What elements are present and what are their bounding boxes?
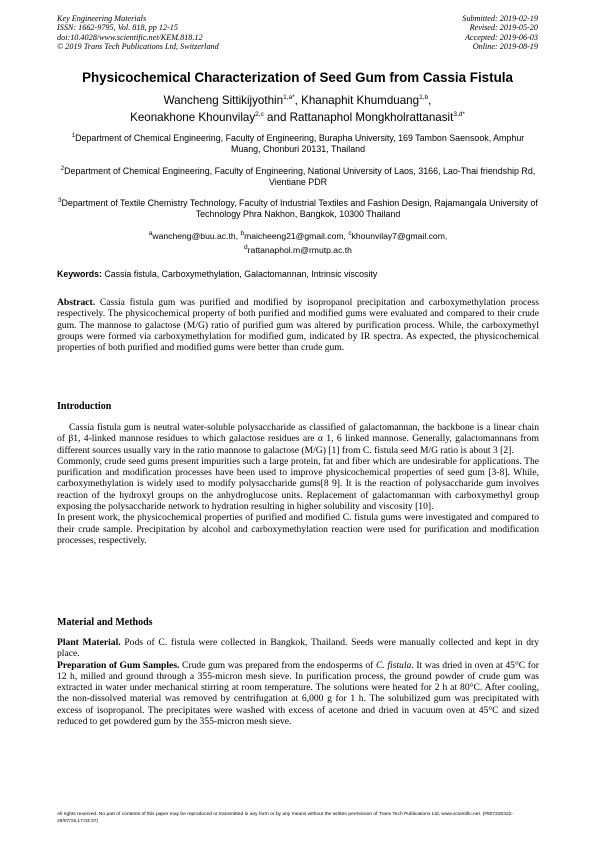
email-c: khounvilay7@gmail.com, — [351, 230, 448, 241]
preparation-label: Preparation of Gum Samples. — [57, 659, 180, 671]
affiliation-sup: 3 — [58, 198, 62, 204]
paragraph: Plant Material. Pods of C. fistula were collected in Bangkok, Thailand. Seeds were manually collected and kept in dry place. — [57, 637, 539, 660]
paragraph: Preparation of Gum Samples. Crude gum was prepared from the endosperms of C. fistula. It was dried in oven at 45°C for 12 h, milled and ground through a 355-micron mesh sieve. In purification process, the ground powder of crude gum was extracted in water under mechanical stirring at room temperature. The solutions were heated for 2 h at 80°C. After cooling, the non-dissolved material was removed by centrifugation at 6,000 g for 1 h. The solubilized gum was precipitated with excess of isopropanol. The precipitates were washed with excess of acetone and dried in vacuum oven at 45°C and sized reduced to get powdered gum by the 355-micron mesh sieve. — [57, 659, 539, 728]
keywords-text: Cassia fistula, Carboxymethylation, Galactomannan, Intrinsic viscosity — [101, 269, 378, 279]
keywords — [57, 269, 539, 279]
author-name: and Rattanaphol Mongkholrattanasit — [263, 111, 454, 125]
author-name: Keonakhone Khounvilay — [130, 111, 256, 125]
abstract — [57, 297, 539, 353]
keywords-label: Keywords: — [57, 269, 102, 279]
author-sup: 1,a* — [283, 94, 295, 101]
paper-title: Physicochemical Characterization of Seed Gum from Cassia Fistula — [82, 70, 513, 85]
author-list — [40, 91, 555, 126]
author-separator: , — [428, 93, 432, 107]
affiliation-text: Department of Textile Chemistry Technology, Faculty of Industrial Textiles and Fashion Design, Rajamangala University of Technology Phra Nakhon, Bangkok, 10300 Thailand — [61, 197, 538, 220]
introduction-body — [57, 422, 539, 546]
revised-date: Revised: 2019-05-20 — [469, 23, 538, 33]
affiliation-sup: 2 — [60, 166, 65, 172]
journal-header-right — [462, 14, 538, 51]
affiliation-3 — [57, 196, 539, 221]
paragraph: In present work, the physicochemical properties of purified and modified C. fistula gums were investigated and compared to their crude sample. Precipitation by alcohol and carboxymethylation reaction were used for purification and modification processes, respectively. — [57, 512, 539, 546]
abstract-text: Cassia fistula gum was purified and modified by isopropanol precipitation and carboxymethylation process respectively. The physicochemical property of both purified and modified gums were evaluated and compared to their crude gum. The mannose to galactose (M/G) ratio of purified gum was altered by purification process. While, the carboxymethyl groups were formed via carboxymethylation for modified gum, indicated by IR spectra. As expected, the physicochemical properties of both purified and modified gums were better than crude gum. — [57, 297, 539, 354]
copyright-line: © 2019 Trans Tech Publications Ltd, Switzerland — [57, 41, 219, 51]
submitted-date: Submitted: 2019-02-19 — [462, 14, 538, 23]
journal-name: Key Engineering Materials — [57, 14, 147, 23]
affiliation-text: Department of Chemical Engineering, Faculty of Engineering, National University of Laos, 3166, Lao-Thai friendship Rd, Vientiane PDR — [64, 165, 536, 188]
methods-heading: Material and Methods — [57, 617, 153, 628]
doi-line: doi:10.4028/www.scientific.net/KEM.818.12 — [57, 32, 203, 42]
author-sup: 3,d* — [453, 111, 465, 119]
affiliation-2 — [57, 164, 539, 189]
email-list: $^a$wancheng@buu.ac.th, $^b$maicheeng21@gmail.com, $^c$khounvilay7@gmail.com, $^d$rattanaphol.m@rmutp.ac.th — [148, 230, 448, 256]
author-sup: 2,c — [255, 111, 264, 119]
accepted-date: Accepted: 2019-06-03 — [465, 32, 538, 42]
affiliation-sup: 1 — [71, 133, 76, 139]
author-name: Wancheng Sittikijyothin — [163, 93, 284, 107]
plant-material-label: Plant Material. — [57, 637, 121, 648]
author-line-1 — [40, 91, 555, 108]
affiliation-1 — [57, 131, 539, 156]
affiliation-text: Department of Chemical Engineering, Faculty of Engineering, Burapha University, 169 Tambon Saensook, Amphur Muang, Chonburi 20131, Thailand — [75, 132, 525, 155]
journal-header-left — [57, 14, 219, 51]
author-line-2 — [40, 108, 555, 125]
paragraph: Commonly, crude seed gums present impurities such a large protein, fat and fiber which are undesirable for applications. The purification and modification processes have been used to improve physicochemical properties of seed gum [3-8]. While, carboxymethylation is widely used to modify polysaccharide gums[8 9]. It is the reaction of polysaccharide gum involves reaction of the hydroxyl groups on the anhydroglucose units. Replacement of galactomannan with carboxymethyl group exposing the polysaccharide network to hydration resulting in higher solubility and viscosity [10]. — [57, 455, 539, 513]
abstract-label: Abstract. — [57, 297, 96, 308]
email-d: rattanaphol.m@rmutp.ac.th — [247, 245, 352, 256]
author-name: , Khanaphit Khumduang — [294, 93, 420, 107]
issn-line: ISSN: 1662-9795, Vol. 818, pp 12-15 — [57, 23, 178, 33]
introduction-heading: Introduction — [57, 401, 112, 412]
online-date: Online: 2019-08-19 — [472, 41, 538, 51]
methods-body — [57, 637, 539, 727]
copyright-footer: All rights reserved. No part of contents of this paper may be reproduced or transmitted in any form or by any means without the written permission of Trans Tech Publications Ltd, www.scientific.net. (#507220422-29/07/19,17:03:37) — [57, 812, 514, 824]
email-a: wancheng@buu.ac.th, — [152, 230, 241, 241]
email-b: maicheeng21@gmail.com, — [244, 230, 349, 241]
author-sup: 1,b — [419, 94, 429, 101]
paragraph: Cassia fistula gum is neutral water-soluble polysaccharide as classified of galactomannan, the backbone is a linear chain of β1, 4-linked mannose residues to which galactose residues are α 1, 6 linked mannose. Generally, galactomannans from different sources usually vary in the ratio mannose to galactose (M/G) [1] from C. fistula seed M/G ratio is about 3 [2]. — [57, 422, 539, 456]
